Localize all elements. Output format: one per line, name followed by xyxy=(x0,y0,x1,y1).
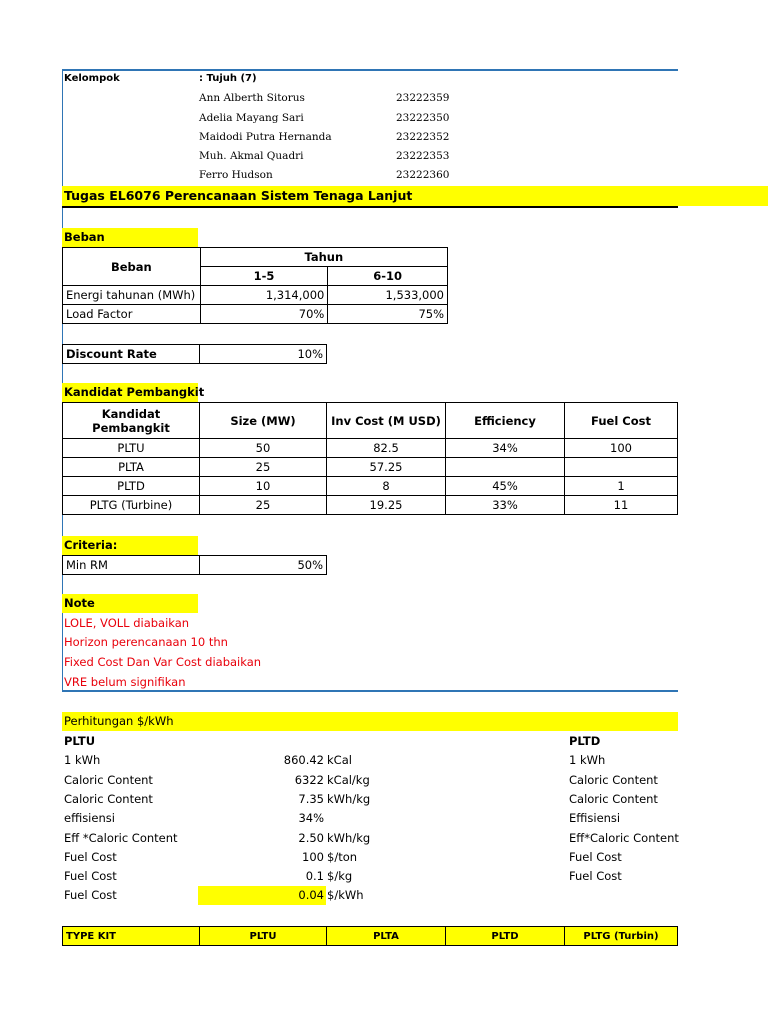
member-id: 23222360 xyxy=(396,169,450,181)
pltu-row-label: Fuel Cost xyxy=(64,869,117,883)
kandidat-header: Inv Cost (M USD) xyxy=(327,403,446,439)
group-label: Kelompok xyxy=(64,73,120,84)
kandidat-cell: 100 xyxy=(565,439,678,458)
pltu-row-value: 860.42 xyxy=(283,753,324,767)
pltu-row-label: effisiensi xyxy=(64,811,115,825)
pltu-row-label: Fuel Cost xyxy=(64,850,117,864)
kandidat-cell: 50 xyxy=(200,439,327,458)
kandidat-cell: 25 xyxy=(200,496,327,515)
beban-row-label: Load Factor xyxy=(63,305,201,324)
member-name: Adelia Mayang Sari xyxy=(199,112,304,124)
kandidat-cell: PLTU xyxy=(63,439,200,458)
discount-table xyxy=(62,344,327,364)
pltu-row-value: 2.50 xyxy=(298,831,324,845)
discount-value: 10% xyxy=(200,345,327,364)
pltu-row-value: 6322 xyxy=(294,773,324,787)
criteria-section-label: Criteria: xyxy=(64,538,118,552)
pltu-row-unit: $/kg xyxy=(327,869,353,883)
pltu-row-label: Caloric Content xyxy=(64,773,153,787)
top-rule xyxy=(62,69,678,71)
year-col-1: 1-5 xyxy=(200,267,328,286)
kandidat-cell: 19.25 xyxy=(327,496,446,515)
criteria-label: Min RM xyxy=(63,556,200,575)
kandidat-cell: 8 xyxy=(327,477,446,496)
note-line: LOLE, VOLL diabaikan xyxy=(64,616,190,630)
pltd-row-label: Fuel Cost xyxy=(569,869,622,883)
pltu-row-unit: kCal xyxy=(327,753,352,767)
beban-table xyxy=(62,247,448,324)
pltu-row-value: 34% xyxy=(298,811,324,825)
pltu-row-value: 0.1 xyxy=(305,869,324,883)
member-name: Ann Alberth Sitorus xyxy=(199,92,305,104)
kandidat-cell: PLTD xyxy=(63,477,200,496)
beban-section-label: Beban xyxy=(64,230,105,244)
kandidat-section-label: Kandidat Pembangkit xyxy=(64,385,205,399)
pltu-row-unit: kWh/kg xyxy=(327,792,371,806)
kandidat-cell: 10 xyxy=(200,477,327,496)
pltd-row-label: Caloric Content xyxy=(569,792,658,806)
beban-row-value: 75% xyxy=(328,305,448,324)
beban-row-value: 1,533,000 xyxy=(328,286,448,305)
type-kit-header: TYPE KIT xyxy=(63,927,200,946)
kandidat-cell: 25 xyxy=(200,458,327,477)
type-kit-table xyxy=(62,926,678,946)
note-line: Fixed Cost Dan Var Cost diabaikan xyxy=(64,655,262,669)
kandidat-cell: 82.5 xyxy=(327,439,446,458)
type-kit-header: PLTA xyxy=(327,927,446,946)
member-name: Ferro Hudson xyxy=(199,169,273,181)
kandidat-cell xyxy=(565,458,678,477)
beban-row-label: Energi tahunan (MWh) xyxy=(63,286,201,305)
pltu-row-label: Fuel Cost xyxy=(64,888,117,902)
pltd-row-label: Eff*Caloric Content xyxy=(569,831,679,845)
member-id: 23222350 xyxy=(396,112,450,124)
pltu-row-label: Eff *Caloric Content xyxy=(64,831,178,845)
kandidat-header: Kandidat Pembangkit xyxy=(63,403,200,439)
tahun-header: Tahun xyxy=(200,248,447,267)
kandidat-cell: 45% xyxy=(446,477,565,496)
beban-row-value: 70% xyxy=(200,305,328,324)
discount-label: Discount Rate xyxy=(63,345,200,364)
note-section-label: Note xyxy=(64,596,95,610)
member-id: 23222359 xyxy=(396,92,450,104)
pltu-row-unit: kWh/kg xyxy=(327,831,371,845)
note-line: VRE belum signifikan xyxy=(64,675,186,689)
pltd-row-label: Effisiensi xyxy=(569,811,621,825)
kandidat-cell: 11 xyxy=(565,496,678,515)
kandidat-header: Fuel Cost xyxy=(565,403,678,439)
pltu-row-label: Caloric Content xyxy=(64,792,153,806)
year-col-2: 6-10 xyxy=(328,267,448,286)
member-id: 23222353 xyxy=(396,150,450,162)
kandidat-header: Efficiency xyxy=(446,403,565,439)
member-name: Maidodi Putra Hernanda xyxy=(199,131,332,143)
type-kit-header: PLTG (Turbin) xyxy=(565,927,678,946)
pltu-title: PLTU xyxy=(64,734,96,748)
beban-row-value: 1,314,000 xyxy=(200,286,328,305)
pltd-row-label: 1 kWh xyxy=(569,753,606,767)
note-line: Horizon perencanaan 10 thn xyxy=(64,635,228,649)
kandidat-cell xyxy=(446,458,565,477)
pltu-row-unit: $/kWh xyxy=(327,888,364,902)
kandidat-cell: 34% xyxy=(446,439,565,458)
kandidat-cell: PLTA xyxy=(63,458,200,477)
pltd-row-label: Caloric Content xyxy=(569,773,658,787)
kandidat-table xyxy=(62,402,678,515)
type-kit-header: PLTU xyxy=(200,927,327,946)
member-name: Muh. Akmal Quadri xyxy=(199,150,304,162)
member-id: 23222352 xyxy=(396,131,450,143)
criteria-table xyxy=(62,555,327,575)
page-title: Tugas EL6076 Perencanaan Sistem Tenaga Lanjut xyxy=(64,188,413,203)
pltu-row-value: 7.35 xyxy=(298,792,324,806)
kandidat-cell: 57.25 xyxy=(327,458,446,477)
title-rule xyxy=(62,206,678,208)
perhitungan-section-label: Perhitungan $/kWh xyxy=(64,714,174,728)
pltd-row-label: Fuel Cost xyxy=(569,850,622,864)
pltu-row-value: 0.04 xyxy=(298,888,324,902)
pltu-row-value: 100 xyxy=(302,850,324,864)
pltu-row-label: 1 kWh xyxy=(64,753,101,767)
criteria-value: 50% xyxy=(200,556,327,575)
kandidat-cell: 33% xyxy=(446,496,565,515)
pltd-title: PLTD xyxy=(569,734,601,748)
group-name: : Tujuh (7) xyxy=(199,73,257,84)
kandidat-cell: PLTG (Turbine) xyxy=(63,496,200,515)
pltu-row-unit: $/ton xyxy=(327,850,358,864)
beban-header: Beban xyxy=(63,248,201,286)
note-rule xyxy=(62,690,678,692)
kandidat-cell: 1 xyxy=(565,477,678,496)
pltu-row-unit: kCal/kg xyxy=(327,773,370,787)
kandidat-header: Size (MW) xyxy=(200,403,327,439)
type-kit-header: PLTD xyxy=(446,927,565,946)
